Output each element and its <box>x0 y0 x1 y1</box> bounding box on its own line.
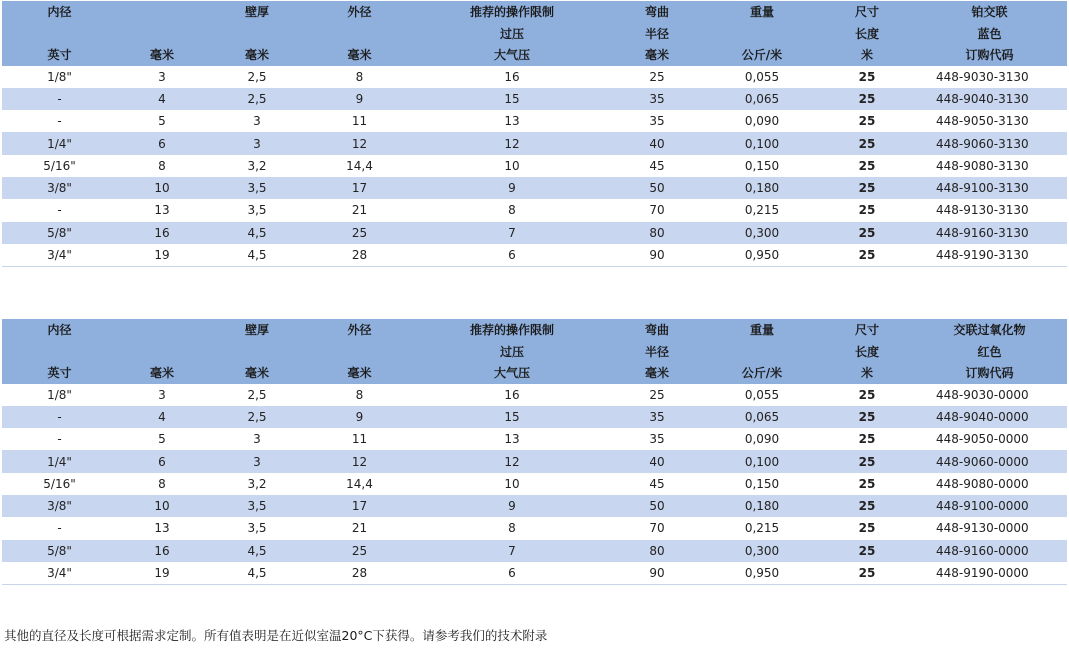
cell-inner-diameter-inch: 5/8" <box>2 222 117 244</box>
header-cell-inner-diameter-inch: 英寸 <box>2 44 117 66</box>
table-row <box>2 177 1067 199</box>
cell-order-code: 448-9130-0000 <box>912 517 1067 539</box>
cell-length: 25 <box>822 177 912 199</box>
cell-overpressure: 10 <box>412 473 612 495</box>
cell-order-code: 448-9160-3130 <box>912 222 1067 244</box>
cell-inner-diameter-inch: 3/4" <box>2 562 117 585</box>
header-cell-order-code: 订购代码 <box>912 44 1067 66</box>
cell-wall-thickness: 3 <box>207 110 307 132</box>
cell-weight: 0,215 <box>702 199 822 221</box>
header-cell-wall-thickness: 毫米 <box>207 44 307 66</box>
cell-inner-diameter-inch: 3/4" <box>2 244 117 267</box>
cell-overpressure: 16 <box>412 66 612 88</box>
cell-wall-thickness: 3 <box>207 450 307 472</box>
header-cell-overpressure: 过压 <box>412 341 612 363</box>
header-cell-overpressure: 过压 <box>412 23 612 45</box>
table-row <box>2 110 1067 132</box>
cell-overpressure: 8 <box>412 517 612 539</box>
cell-wall-thickness: 3,5 <box>207 517 307 539</box>
cell-wall-thickness: 3,5 <box>207 199 307 221</box>
cell-inner-diameter-inch: - <box>2 88 117 110</box>
hose-spec-table-platinum <box>2 1 1067 267</box>
cell-outer-diameter: 21 <box>307 199 412 221</box>
cell-wall-thickness: 4,5 <box>207 244 307 267</box>
header-cell-weight <box>702 23 822 45</box>
header-cell-bend-radius: 毫米 <box>612 362 702 384</box>
header-cell-bend-radius: 毫米 <box>612 44 702 66</box>
cell-outer-diameter: 8 <box>307 384 412 406</box>
header-cell-wall-thickness <box>207 341 307 363</box>
cell-length: 25 <box>822 450 912 472</box>
header-cell-wall-thickness: 毫米 <box>207 362 307 384</box>
header-cell-bend-radius: 弯曲 <box>612 319 702 341</box>
cell-length: 25 <box>822 110 912 132</box>
cell-outer-diameter: 17 <box>307 177 412 199</box>
header-cell-weight: 重量 <box>702 1 822 23</box>
table-row <box>2 406 1067 428</box>
cell-weight: 0,300 <box>702 222 822 244</box>
cell-inner-diameter-mm: 6 <box>117 450 207 472</box>
header-cell-outer-diameter: 毫米 <box>307 362 412 384</box>
cell-inner-diameter-mm: 3 <box>117 66 207 88</box>
cell-inner-diameter-mm: 5 <box>117 428 207 450</box>
cell-order-code: 448-9080-0000 <box>912 473 1067 495</box>
header-cell-order-code: 交联过氧化物 <box>912 319 1067 341</box>
cell-wall-thickness: 2,5 <box>207 88 307 110</box>
header-row1 <box>2 319 1067 341</box>
cell-order-code: 448-9080-3130 <box>912 155 1067 177</box>
cell-bend-radius: 50 <box>612 495 702 517</box>
cell-overpressure: 9 <box>412 177 612 199</box>
cell-inner-diameter-mm: 3 <box>117 384 207 406</box>
cell-length: 25 <box>822 428 912 450</box>
table-row <box>2 540 1067 562</box>
cell-weight: 0,090 <box>702 428 822 450</box>
cell-overpressure: 9 <box>412 495 612 517</box>
cell-inner-diameter-mm: 8 <box>117 155 207 177</box>
header-cell-length: 长度 <box>822 341 912 363</box>
cell-weight: 0,055 <box>702 384 822 406</box>
cell-outer-diameter: 11 <box>307 110 412 132</box>
cell-bend-radius: 25 <box>612 66 702 88</box>
cell-wall-thickness: 3,2 <box>207 473 307 495</box>
cell-order-code: 448-9030-3130 <box>912 66 1067 88</box>
table-body <box>2 66 1067 267</box>
cell-length: 25 <box>822 384 912 406</box>
header-cell-outer-diameter: 外径 <box>307 1 412 23</box>
cell-bend-radius: 25 <box>612 384 702 406</box>
cell-length: 25 <box>822 517 912 539</box>
header-cell-bend-radius: 半径 <box>612 23 702 45</box>
cell-inner-diameter-mm: 4 <box>117 88 207 110</box>
cell-bend-radius: 45 <box>612 473 702 495</box>
cell-order-code: 448-9190-0000 <box>912 562 1067 585</box>
header-cell-bend-radius: 半径 <box>612 341 702 363</box>
footnote: 其他的直径及长度可根据需求定制。所有值表明是在近似室温20°C下获得。请参考我们的技术附录 <box>4 628 548 643</box>
header-cell-outer-diameter <box>307 341 412 363</box>
header-cell-weight: 重量 <box>702 319 822 341</box>
table-row <box>2 495 1067 517</box>
header-cell-length: 尺寸 <box>822 319 912 341</box>
cell-order-code: 448-9130-3130 <box>912 199 1067 221</box>
cell-weight: 0,090 <box>702 110 822 132</box>
cell-inner-diameter-mm: 4 <box>117 406 207 428</box>
cell-inner-diameter-mm: 6 <box>117 132 207 154</box>
cell-length: 25 <box>822 495 912 517</box>
header-cell-outer-diameter: 毫米 <box>307 44 412 66</box>
table-body <box>2 384 1067 585</box>
cell-inner-diameter-mm: 8 <box>117 473 207 495</box>
table-row <box>2 384 1067 406</box>
header-cell-inner-diameter-mm <box>117 319 207 341</box>
cell-bend-radius: 50 <box>612 177 702 199</box>
cell-wall-thickness: 4,5 <box>207 562 307 585</box>
cell-overpressure: 13 <box>412 428 612 450</box>
cell-outer-diameter: 9 <box>307 406 412 428</box>
cell-outer-diameter: 12 <box>307 450 412 472</box>
cell-inner-diameter-inch: 1/8" <box>2 384 117 406</box>
cell-overpressure: 12 <box>412 450 612 472</box>
cell-order-code: 448-9190-3130 <box>912 244 1067 267</box>
cell-order-code: 448-9060-3130 <box>912 132 1067 154</box>
table-row <box>2 222 1067 244</box>
cell-wall-thickness: 2,5 <box>207 384 307 406</box>
table-row <box>2 517 1067 539</box>
cell-weight: 0,055 <box>702 66 822 88</box>
cell-wall-thickness: 2,5 <box>207 66 307 88</box>
cell-wall-thickness: 4,5 <box>207 540 307 562</box>
table-row <box>2 88 1067 110</box>
cell-outer-diameter: 8 <box>307 66 412 88</box>
cell-outer-diameter: 12 <box>307 132 412 154</box>
cell-length: 25 <box>822 132 912 154</box>
cell-length: 25 <box>822 88 912 110</box>
cell-bend-radius: 35 <box>612 406 702 428</box>
table-row <box>2 155 1067 177</box>
cell-bend-radius: 80 <box>612 540 702 562</box>
header-cell-order-code: 蓝色 <box>912 23 1067 45</box>
header-cell-inner-diameter-mm <box>117 1 207 23</box>
header-cell-length: 长度 <box>822 23 912 45</box>
cell-order-code: 448-9060-0000 <box>912 450 1067 472</box>
cell-inner-diameter-mm: 5 <box>117 110 207 132</box>
header-cell-inner-diameter-inch: 英寸 <box>2 362 117 384</box>
cell-weight: 0,180 <box>702 177 822 199</box>
header-cell-inner-diameter-mm <box>117 341 207 363</box>
cell-overpressure: 13 <box>412 110 612 132</box>
cell-order-code: 448-9030-0000 <box>912 384 1067 406</box>
cell-bend-radius: 70 <box>612 517 702 539</box>
cell-wall-thickness: 4,5 <box>207 222 307 244</box>
cell-inner-diameter-mm: 13 <box>117 199 207 221</box>
header-cell-wall-thickness <box>207 23 307 45</box>
cell-length: 25 <box>822 155 912 177</box>
header-cell-length: 尺寸 <box>822 1 912 23</box>
cell-outer-diameter: 14,4 <box>307 155 412 177</box>
table-row <box>2 428 1067 450</box>
cell-inner-diameter-inch: 3/8" <box>2 495 117 517</box>
cell-outer-diameter: 28 <box>307 562 412 585</box>
cell-overpressure: 12 <box>412 132 612 154</box>
cell-length: 25 <box>822 406 912 428</box>
table-header <box>2 1 1067 66</box>
cell-overpressure: 7 <box>412 540 612 562</box>
cell-wall-thickness: 3 <box>207 132 307 154</box>
header-cell-inner-diameter-inch <box>2 23 117 45</box>
table-row <box>2 562 1067 585</box>
header-cell-overpressure: 大气压 <box>412 362 612 384</box>
cell-length: 25 <box>822 222 912 244</box>
header-cell-wall-thickness: 壁厚 <box>207 319 307 341</box>
cell-length: 25 <box>822 473 912 495</box>
header-cell-inner-diameter-mm: 毫米 <box>117 362 207 384</box>
cell-bend-radius: 40 <box>612 450 702 472</box>
cell-overpressure: 8 <box>412 199 612 221</box>
header-cell-order-code: 红色 <box>912 341 1067 363</box>
cell-bend-radius: 35 <box>612 110 702 132</box>
cell-overpressure: 15 <box>412 406 612 428</box>
header-cell-overpressure: 大气压 <box>412 44 612 66</box>
cell-outer-diameter: 11 <box>307 428 412 450</box>
cell-bend-radius: 80 <box>612 222 702 244</box>
header-cell-bend-radius: 弯曲 <box>612 1 702 23</box>
cell-overpressure: 7 <box>412 222 612 244</box>
cell-weight: 0,180 <box>702 495 822 517</box>
cell-weight: 0,215 <box>702 517 822 539</box>
cell-order-code: 448-9050-3130 <box>912 110 1067 132</box>
table-row <box>2 244 1067 267</box>
cell-inner-diameter-inch: 5/16" <box>2 155 117 177</box>
table-header <box>2 319 1067 384</box>
header-cell-wall-thickness: 壁厚 <box>207 1 307 23</box>
cell-order-code: 448-9040-0000 <box>912 406 1067 428</box>
header-cell-inner-diameter-mm <box>117 23 207 45</box>
cell-weight: 0,150 <box>702 473 822 495</box>
cell-outer-diameter: 14,4 <box>307 473 412 495</box>
cell-inner-diameter-inch: - <box>2 517 117 539</box>
cell-inner-diameter-mm: 19 <box>117 562 207 585</box>
header-cell-weight <box>702 341 822 363</box>
cell-inner-diameter-mm: 19 <box>117 244 207 267</box>
header-cell-outer-diameter <box>307 23 412 45</box>
cell-weight: 0,100 <box>702 132 822 154</box>
cell-bend-radius: 35 <box>612 88 702 110</box>
cell-bend-radius: 40 <box>612 132 702 154</box>
header-row2 <box>2 23 1067 45</box>
hose-spec-table-peroxide <box>2 319 1067 585</box>
cell-inner-diameter-inch: - <box>2 110 117 132</box>
header-cell-inner-diameter-mm: 毫米 <box>117 44 207 66</box>
header-cell-overpressure: 推荐的操作限制 <box>412 319 612 341</box>
cell-inner-diameter-mm: 10 <box>117 495 207 517</box>
table-row <box>2 132 1067 154</box>
header-row3 <box>2 362 1067 384</box>
header-cell-inner-diameter-inch: 内径 <box>2 1 117 23</box>
cell-overpressure: 10 <box>412 155 612 177</box>
cell-outer-diameter: 28 <box>307 244 412 267</box>
cell-inner-diameter-mm: 13 <box>117 517 207 539</box>
cell-weight: 0,100 <box>702 450 822 472</box>
header-cell-length: 米 <box>822 44 912 66</box>
header-row1 <box>2 1 1067 23</box>
table-row <box>2 473 1067 495</box>
cell-bend-radius: 45 <box>612 155 702 177</box>
cell-weight: 0,950 <box>702 562 822 585</box>
cell-weight: 0,950 <box>702 244 822 267</box>
cell-wall-thickness: 3,2 <box>207 155 307 177</box>
cell-overpressure: 16 <box>412 384 612 406</box>
cell-length: 25 <box>822 562 912 585</box>
header-cell-order-code: 铂交联 <box>912 1 1067 23</box>
cell-inner-diameter-inch: - <box>2 406 117 428</box>
cell-inner-diameter-inch: - <box>2 199 117 221</box>
cell-overpressure: 15 <box>412 88 612 110</box>
cell-inner-diameter-inch: 1/8" <box>2 66 117 88</box>
cell-wall-thickness: 3,5 <box>207 495 307 517</box>
header-row3 <box>2 44 1067 66</box>
cell-inner-diameter-mm: 16 <box>117 222 207 244</box>
cell-weight: 0,065 <box>702 88 822 110</box>
cell-outer-diameter: 25 <box>307 222 412 244</box>
cell-weight: 0,065 <box>702 406 822 428</box>
header-cell-order-code: 订购代码 <box>912 362 1067 384</box>
header-cell-length: 米 <box>822 362 912 384</box>
cell-overpressure: 6 <box>412 244 612 267</box>
cell-order-code: 448-9100-3130 <box>912 177 1067 199</box>
cell-wall-thickness: 3 <box>207 428 307 450</box>
cell-inner-diameter-mm: 16 <box>117 540 207 562</box>
cell-inner-diameter-inch: 1/4" <box>2 450 117 472</box>
header-cell-inner-diameter-inch <box>2 341 117 363</box>
cell-overpressure: 6 <box>412 562 612 585</box>
header-cell-weight: 公斤/米 <box>702 44 822 66</box>
cell-order-code: 448-9100-0000 <box>912 495 1067 517</box>
header-cell-overpressure: 推荐的操作限制 <box>412 1 612 23</box>
cell-length: 25 <box>822 199 912 221</box>
cell-inner-diameter-inch: 5/16" <box>2 473 117 495</box>
table-row <box>2 66 1067 88</box>
cell-bend-radius: 35 <box>612 428 702 450</box>
cell-inner-diameter-inch: 3/8" <box>2 177 117 199</box>
cell-order-code: 448-9050-0000 <box>912 428 1067 450</box>
cell-inner-diameter-inch: - <box>2 428 117 450</box>
cell-inner-diameter-inch: 5/8" <box>2 540 117 562</box>
cell-bend-radius: 90 <box>612 244 702 267</box>
cell-weight: 0,150 <box>702 155 822 177</box>
cell-outer-diameter: 9 <box>307 88 412 110</box>
cell-length: 25 <box>822 244 912 267</box>
cell-bend-radius: 90 <box>612 562 702 585</box>
header-cell-outer-diameter: 外径 <box>307 319 412 341</box>
table-row <box>2 199 1067 221</box>
header-cell-inner-diameter-inch: 内径 <box>2 319 117 341</box>
cell-outer-diameter: 21 <box>307 517 412 539</box>
cell-length: 25 <box>822 540 912 562</box>
cell-length: 25 <box>822 66 912 88</box>
cell-inner-diameter-inch: 1/4" <box>2 132 117 154</box>
table-row <box>2 450 1067 472</box>
cell-order-code: 448-9040-3130 <box>912 88 1067 110</box>
cell-wall-thickness: 2,5 <box>207 406 307 428</box>
cell-outer-diameter: 17 <box>307 495 412 517</box>
cell-inner-diameter-mm: 10 <box>117 177 207 199</box>
cell-order-code: 448-9160-0000 <box>912 540 1067 562</box>
cell-weight: 0,300 <box>702 540 822 562</box>
header-row2 <box>2 341 1067 363</box>
cell-wall-thickness: 3,5 <box>207 177 307 199</box>
header-cell-weight: 公斤/米 <box>702 362 822 384</box>
cell-outer-diameter: 25 <box>307 540 412 562</box>
cell-bend-radius: 70 <box>612 199 702 221</box>
